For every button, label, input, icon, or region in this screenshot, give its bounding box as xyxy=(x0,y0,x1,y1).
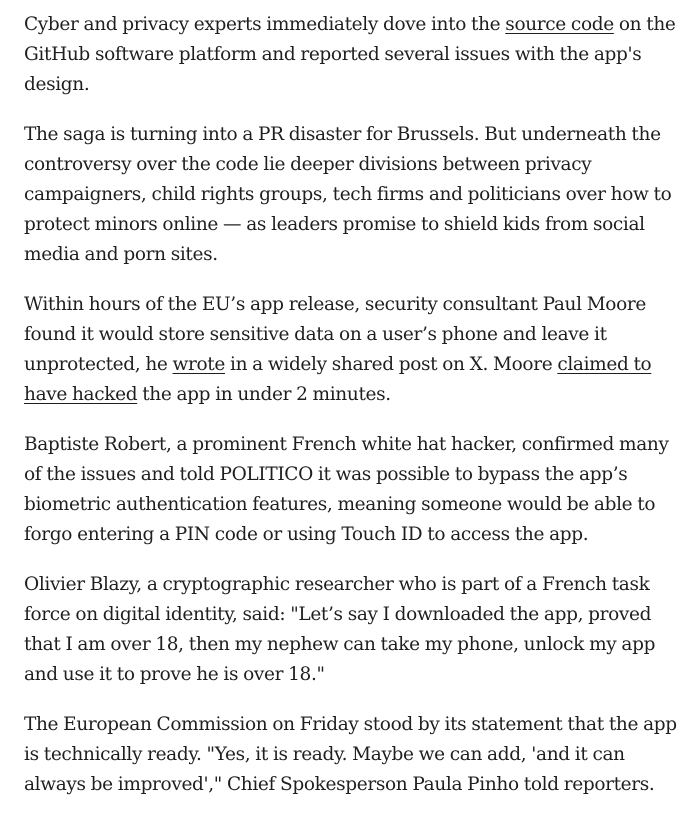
paragraph-commission-statement: The European Commission on Friday stood by its statement that the app is technically ready. "Yes, it is ready. Maybe we can add, 'and it can always be improved'," Chief Spokesperson Paula Pinho told reporters. xyxy=(24,714,677,795)
paragraph-text: on the GitHub software platform and reported several issues with the app's design. xyxy=(24,14,676,95)
paragraph-text: the app in under 2 minutes. xyxy=(137,384,391,405)
wrote-link[interactable]: wrote xyxy=(172,354,225,375)
claimed-hacked-link[interactable]: claimed to have hacked xyxy=(24,354,652,405)
paragraph-baptiste-robert: Baptiste Robert, a prominent French white hat hacker, confirmed many of the issues and told POLITICO it was possible to bypass the app’s biometric authentication features, meaning someone would be able to forgo entering a PIN code or using Touch ID to access the app. xyxy=(24,434,669,545)
paragraph-olivier-blazy: Olivier Blazy, a cryptographic researcher who is part of a French task force on digital identity, said: "Let’s say I downloaded the app, proved that I am over 18, then my nephew can take my phone, unlock my app and use it to prove he is over 18." xyxy=(24,574,656,685)
paragraph-pr-disaster: The saga is turning into a PR disaster for Brussels. But underneath the controversy over the code lie deeper divisions between privacy campaigners, child rights groups, tech firms and politicians over how to protect minors online — as leaders promise to shield kids from social media and porn sites. xyxy=(24,124,672,265)
paragraph-text: in a widely shared post on X. Moore xyxy=(224,354,558,375)
paragraph-paul-moore xyxy=(24,290,689,410)
paragraph-text: Within hours of the EU’s app release, security consultant Paul Moore found it would store sensitive data on a user’s phone and leave it unprotected, he xyxy=(24,294,646,375)
paragraph-source-code xyxy=(24,10,689,100)
paragraph-text: Cyber and privacy experts immediately dove into the xyxy=(24,14,506,35)
article-body xyxy=(24,10,689,820)
source-code-link[interactable]: source code xyxy=(505,14,614,35)
